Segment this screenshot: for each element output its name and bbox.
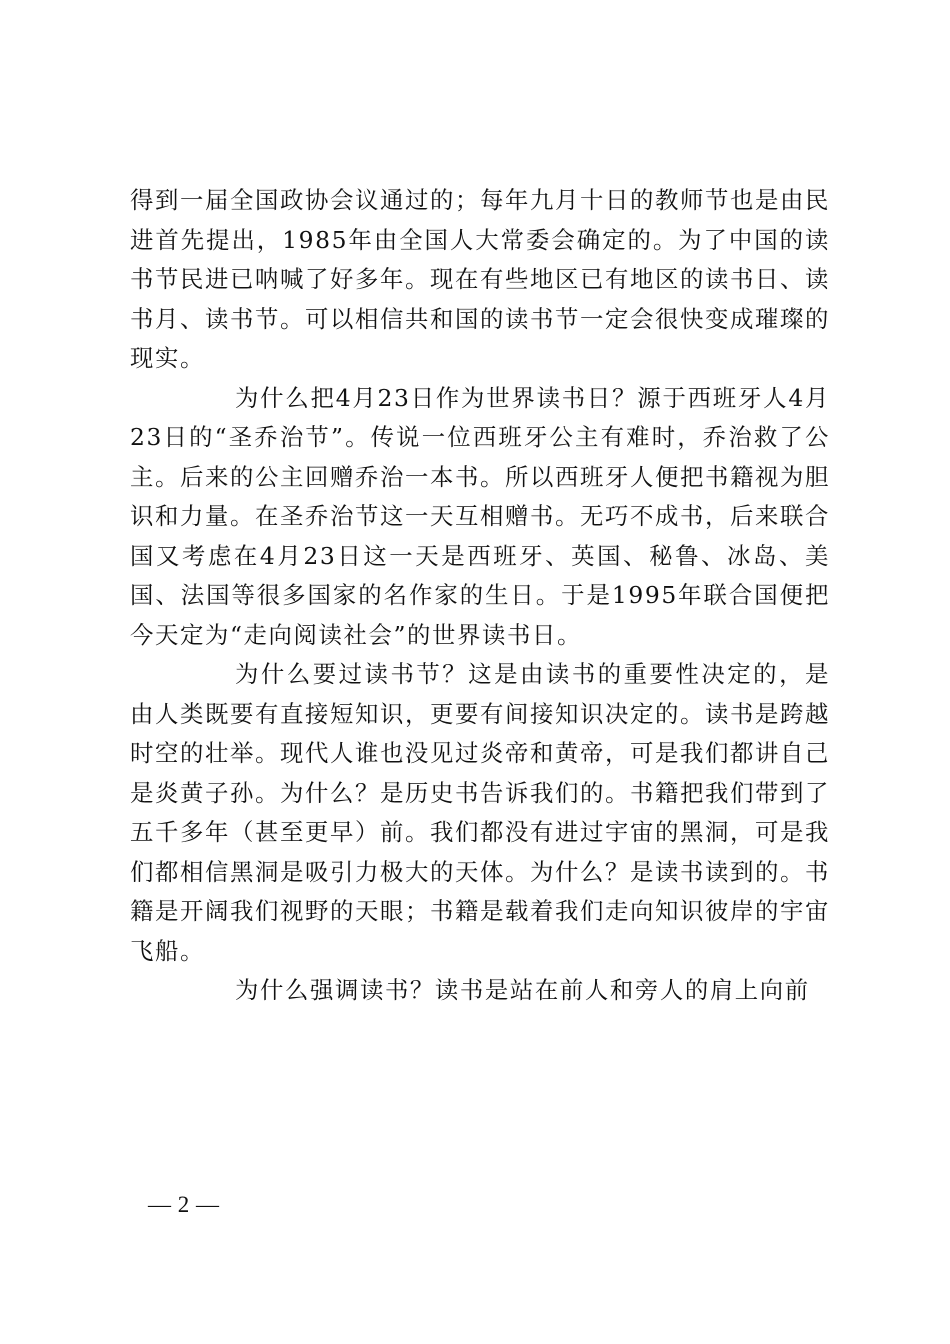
paragraph-world-book-day: 为什么把4月23日作为世界读书日？源于西班牙人4月23日的“圣乔治节”。传说一位西班牙公主有难时，乔治救了公主。后来的公主回赠乔治一本书。所以西班牙人便把书籍视为胆识和力量。在圣乔治节这一天互相赠书。无巧不成书，后来联合国又考虑在4月23日这一天是西班牙、英国、秘鲁、冰岛、美国、法国等很多国家的名作家的生日。于是1995年联合国便把今天定为“走向阅读社会”的世界读书日。 <box>130 383 830 649</box>
body-text <box>130 181 830 1011</box>
paragraph-continuation: 得到一届全国政协会议通过的；每年九月十日的教师节也是由民进首先提出，1985年由全国人大常委会确定的。为了中国的读书节民进已呐喊了好多年。现在有些地区已有地区的读书日、读书月、读书节。可以相信共和国的读书节一定会很快变成璀璨的现实。 <box>130 186 830 372</box>
paragraph-why-emphasize-reading: 为什么强调读书？读书是站在前人和旁人的肩上向前 <box>235 976 810 1004</box>
page-number: — 2 — <box>148 1192 220 1217</box>
paragraph-why-reading-festival: 为什么要过读书节？这是由读书的重要性决定的，是由人类既要有直接短知识，更要有间接知识决定的。读书是跨越时空的壮举。现代人谁也没见过炎帝和黄帝，可是我们都讲自己是炎黄子孙。为什么？是历史书告诉我们的。书籍把我们带到了五千多年（甚至更早）前。我们都没有进过宇宙的黑洞，可是我们都相信黑洞是吸引力极大的天体。为什么？是读书读到的。书籍是开阔我们视野的天眼；书籍是载着我们走向知识彼岸的宇宙飞船。 <box>130 660 830 965</box>
